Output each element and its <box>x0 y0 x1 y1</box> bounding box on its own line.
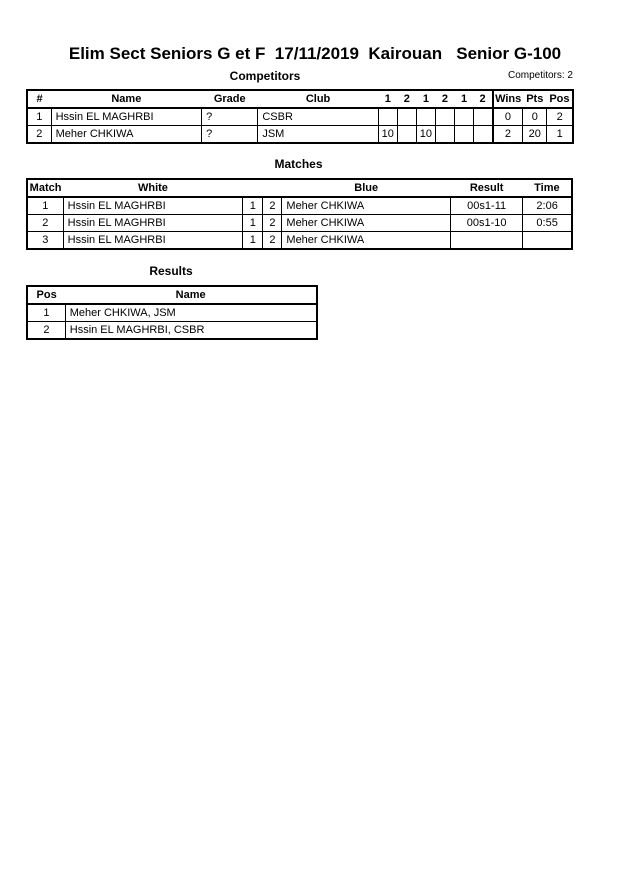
competitor-club: CSBR <box>258 108 378 126</box>
competitor-wins: 2 <box>493 126 523 144</box>
competitors-count-label: Competitors: 2 <box>507 70 573 81</box>
match-result <box>451 232 523 250</box>
match-white-num: 1 <box>243 215 263 232</box>
match-row <box>27 232 572 250</box>
competitors-heading: Competitors <box>229 69 301 83</box>
competitors-header-score-2: 2 <box>397 90 416 108</box>
competitor-name: Hssin EL MAGHRBI <box>51 108 202 126</box>
matches-header-time: Time <box>523 179 572 197</box>
competitors-header-name: Name <box>51 90 202 108</box>
competitor-score-cell <box>397 108 416 126</box>
competitor-pos: 2 <box>547 108 573 126</box>
competitor-score-cell <box>455 108 474 126</box>
matches-header-white: White <box>63 179 243 197</box>
matches-heading: Matches <box>274 157 323 171</box>
competitor-num: 1 <box>27 108 51 126</box>
match-number: 3 <box>27 232 63 250</box>
competitor-name: Meher CHKIWA <box>51 126 202 144</box>
competitors-header-club: Club <box>258 90 378 108</box>
competitors-header-score-1: 1 <box>378 90 397 108</box>
results-header-name: Name <box>65 286 317 304</box>
competitor-row <box>27 108 573 126</box>
competitors-header-score-4: 2 <box>435 90 454 108</box>
competitors-header-grade: Grade <box>202 90 258 108</box>
match-result: 00s1-10 <box>451 215 523 232</box>
competitor-score-cell <box>397 126 416 144</box>
competitor-num: 2 <box>27 126 51 144</box>
competitor-row <box>27 126 573 144</box>
match-number: 2 <box>27 215 63 232</box>
competitors-table <box>26 89 574 144</box>
competitor-score-cell <box>474 108 493 126</box>
competitors-header-score-3: 1 <box>416 90 435 108</box>
match-blue-name: Meher CHKIWA <box>282 215 451 232</box>
result-row <box>27 322 317 340</box>
competitor-wins: 0 <box>493 108 523 126</box>
result-name: Meher CHKIWA, JSM <box>65 304 317 322</box>
competitor-score-cell <box>455 126 474 144</box>
results-header-row <box>27 286 317 304</box>
competitor-score-cell: 10 <box>416 126 435 144</box>
match-time: 0:55 <box>523 215 572 232</box>
match-result: 00s1-11 <box>451 197 523 215</box>
competitor-score-cell <box>416 108 435 126</box>
competitor-pts: 20 <box>523 126 547 144</box>
match-time: 2:06 <box>523 197 572 215</box>
matches-header-spacer <box>263 179 282 197</box>
results-heading: Results <box>149 264 193 278</box>
page-title: Elim Sect Seniors G et F 17/11/2019 Kairouan Senior G-100 <box>68 44 562 63</box>
match-blue-name: Meher CHKIWA <box>282 232 451 250</box>
competitor-pos: 1 <box>547 126 573 144</box>
competitor-score-cell <box>435 108 454 126</box>
competitor-grade: ? <box>202 108 258 126</box>
match-row <box>27 215 572 232</box>
match-time <box>523 232 572 250</box>
match-blue-name: Meher CHKIWA <box>282 197 451 215</box>
match-white-num: 1 <box>243 197 263 215</box>
matches-header-blue: Blue <box>282 179 451 197</box>
results-table <box>26 285 318 340</box>
competitor-score-cell: 10 <box>378 126 397 144</box>
result-pos: 1 <box>27 304 65 322</box>
matches-header-spacer <box>243 179 263 197</box>
results-header-pos: Pos <box>27 286 65 304</box>
matches-table <box>26 178 573 250</box>
competitors-header-pos: Pos <box>547 90 573 108</box>
competitor-score-cell <box>435 126 454 144</box>
competitor-pts: 0 <box>523 108 547 126</box>
match-blue-num: 2 <box>263 215 282 232</box>
matches-header-match: Match <box>27 179 63 197</box>
competitors-header-num: # <box>27 90 51 108</box>
match-white-name: Hssin EL MAGHRBI <box>63 215 243 232</box>
competitor-grade: ? <box>202 126 258 144</box>
match-number: 1 <box>27 197 63 215</box>
matches-header-row <box>27 179 572 197</box>
match-blue-num: 2 <box>263 197 282 215</box>
competitors-header-row <box>27 90 573 108</box>
match-white-name: Hssin EL MAGHRBI <box>63 232 243 250</box>
competitor-score-cell <box>474 126 493 144</box>
match-white-name: Hssin EL MAGHRBI <box>63 197 243 215</box>
competitor-club: JSM <box>258 126 378 144</box>
competitors-header-pts: Pts <box>523 90 547 108</box>
match-white-num: 1 <box>243 232 263 250</box>
match-blue-num: 2 <box>263 232 282 250</box>
result-name: Hssin EL MAGHRBI, CSBR <box>65 322 317 340</box>
matches-header-result: Result <box>451 179 523 197</box>
competitors-header-score-5: 1 <box>455 90 474 108</box>
result-pos: 2 <box>27 322 65 340</box>
competitor-score-cell <box>378 108 397 126</box>
match-row <box>27 197 572 215</box>
competitors-header-score-6: 2 <box>474 90 493 108</box>
competitors-header-wins: Wins <box>493 90 523 108</box>
result-row <box>27 304 317 322</box>
